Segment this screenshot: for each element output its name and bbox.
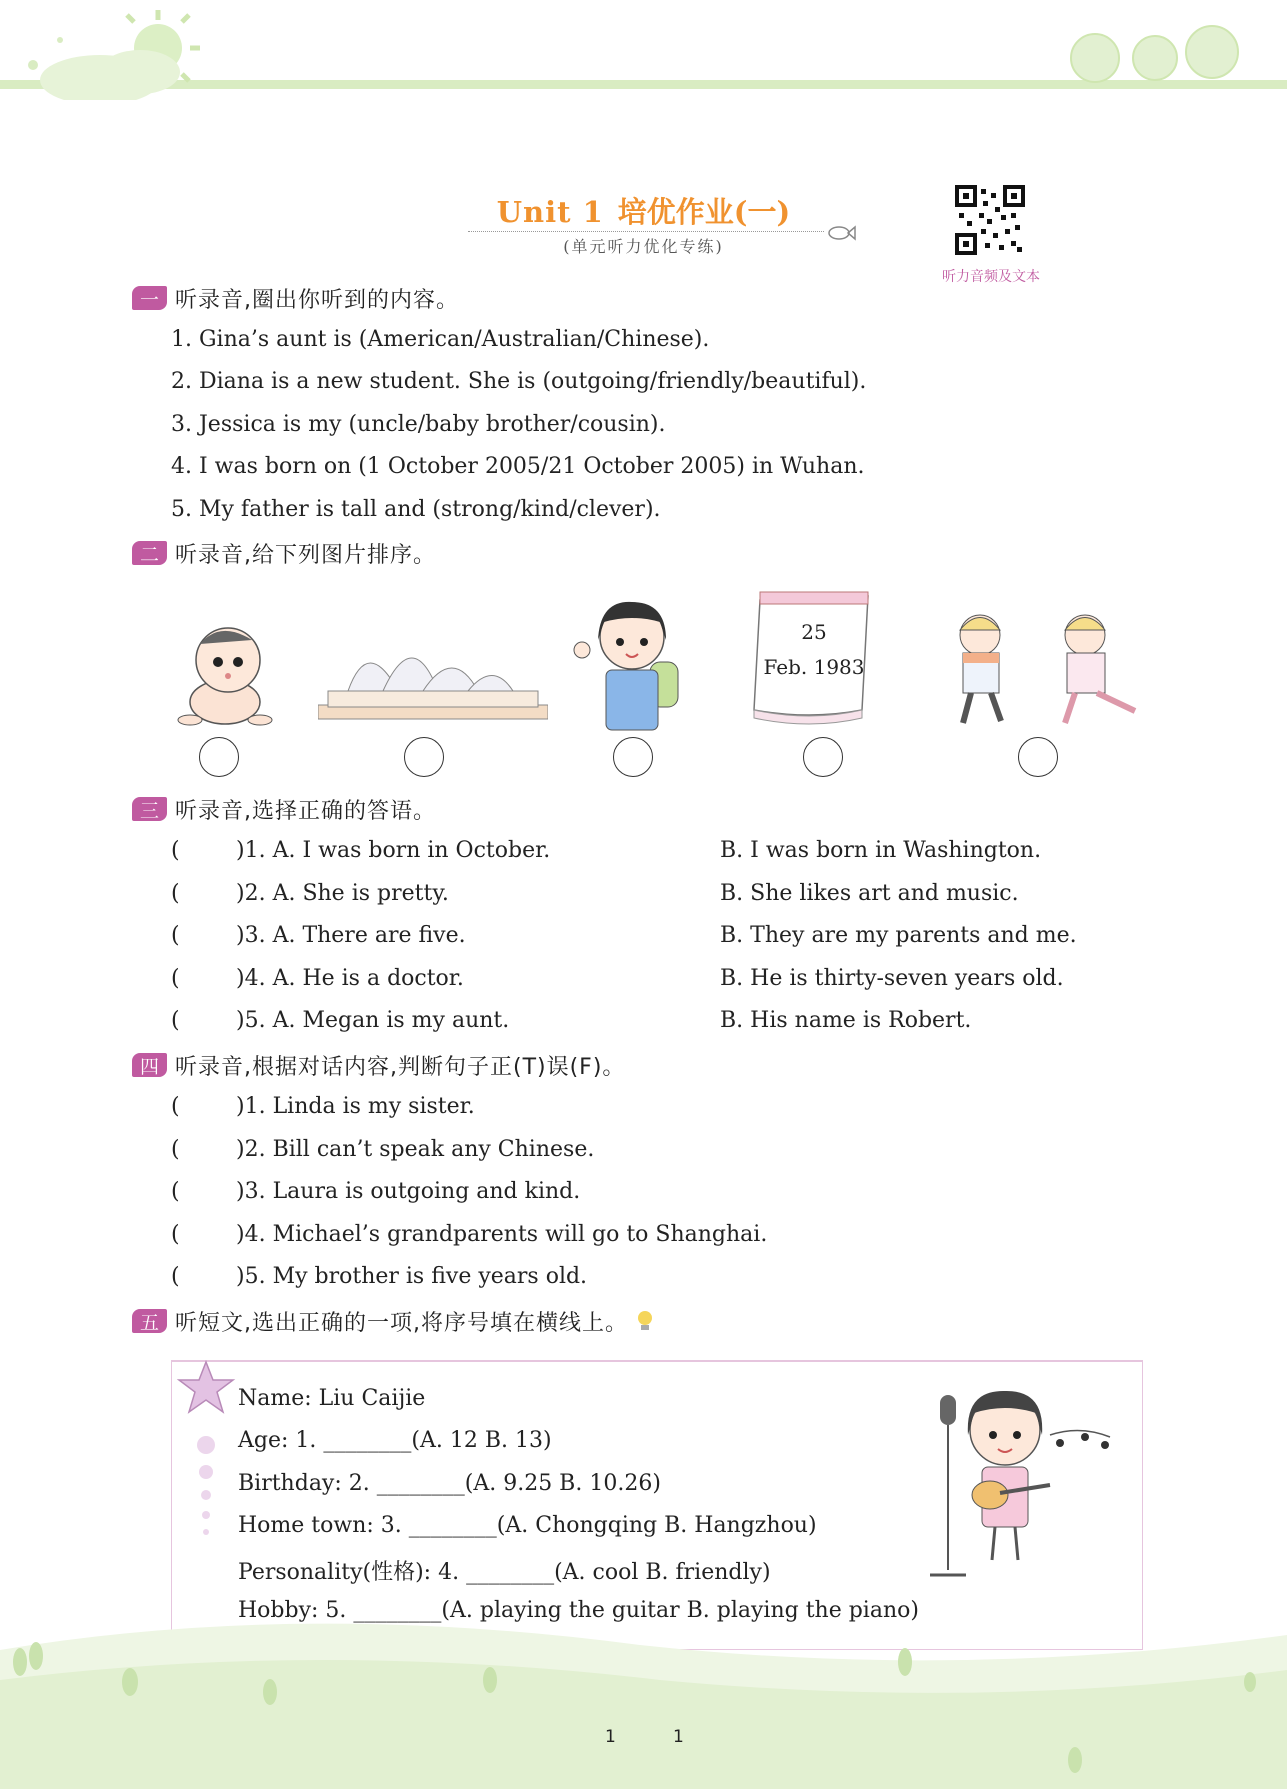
s1-item-2: 2. Diana is a new student. She is (outgoing/friendly/beautiful). <box>171 369 867 394</box>
section3-title: 听录音,选择正确的答语。 <box>175 798 436 824</box>
qr-code-icon[interactable] <box>955 185 1025 255</box>
top-decoration <box>0 0 1287 100</box>
qr-label: 听力音频及文本 <box>942 269 1040 285</box>
option-a: )3. A. There are five. <box>236 923 466 948</box>
page-title <box>0 190 1287 231</box>
page-number-right: 1 <box>673 1727 684 1747</box>
section2-badge: 二 <box>132 541 167 565</box>
section3-badge: 三 <box>132 797 167 821</box>
bubbles-decoration <box>195 1435 217 1555</box>
section5-badge: 五 <box>132 1309 167 1333</box>
order-circle-1[interactable] <box>199 737 239 777</box>
answer-blank[interactable]: ( <box>171 1264 180 1289</box>
option-b: B. She likes art and music. <box>720 881 1019 906</box>
order-circle-5[interactable] <box>1018 737 1058 777</box>
option-a: )2. A. She is pretty. <box>236 881 449 906</box>
section1-header <box>132 285 459 311</box>
answer-blank[interactable]: ( <box>171 1222 180 1247</box>
section5-header <box>132 1308 656 1334</box>
statement: )2. Bill can’t speak any Chinese. <box>236 1137 595 1162</box>
profile-birthday: Birthday: 2. ________(A. 9.25 B. 10.26) <box>238 1471 661 1496</box>
answer-blank[interactable]: ( <box>171 1008 180 1033</box>
star-icon <box>176 1360 236 1415</box>
option-b: B. They are my parents and me. <box>720 923 1077 948</box>
section5-title: 听短文,选出正确的一项,将序号填在横线上。 <box>175 1310 628 1336</box>
s1-item-3: 3. Jessica is my (uncle/baby brother/cousin). <box>171 412 666 437</box>
calendar-day: 25 <box>801 620 827 644</box>
section4-title: 听录音,根据对话内容,判断句子正(T)误(F)。 <box>175 1054 626 1080</box>
option-a: )4. A. He is a doctor. <box>236 966 464 991</box>
opera-house-picture <box>318 625 548 725</box>
lightbulb-icon <box>634 1309 656 1333</box>
section3-header <box>132 796 436 822</box>
option-b: B. He is thirty-seven years old. <box>720 966 1064 991</box>
s1-item-5: 5. My father is tall and (strong/kind/clever). <box>171 497 661 522</box>
answer-blank[interactable]: ( <box>171 1137 180 1162</box>
section2-title: 听录音,给下列图片排序。 <box>175 542 436 568</box>
calendar-date: Feb. 1983 <box>763 655 865 679</box>
title-underline <box>468 231 824 232</box>
s1-item-4: 4. I was born on (1 October 2005/21 October 2005) in Wuhan. <box>171 454 865 479</box>
subtitle: (单元听力优化专练) <box>563 237 724 256</box>
option-b: B. I was born in Washington. <box>720 838 1042 863</box>
section1-title: 听录音,圈出你听到的内容。 <box>175 287 459 313</box>
bottom-decoration <box>0 1610 1287 1789</box>
unit-label: Unit 1 <box>496 195 604 229</box>
answer-blank[interactable]: ( <box>171 1094 180 1119</box>
option-a: )5. A. Megan is my aunt. <box>236 1008 510 1033</box>
profile-age: Age: 1. ________(A. 12 B. 13) <box>238 1428 552 1453</box>
section1-badge: 一 <box>132 286 167 310</box>
section4-badge: 四 <box>132 1053 167 1077</box>
answer-blank[interactable]: ( <box>171 1179 180 1204</box>
profile-hometown: Home town: 3. ________(A. Chongqing B. Hangzhou) <box>238 1513 817 1538</box>
page-number-left: 1 <box>605 1727 616 1747</box>
girl-picture <box>568 592 698 732</box>
order-circle-4[interactable] <box>803 737 843 777</box>
title-cn: 培优作业(一) <box>617 195 791 229</box>
answer-blank[interactable]: ( <box>171 966 180 991</box>
answer-blank[interactable]: ( <box>171 923 180 948</box>
statement: )1. Linda is my sister. <box>236 1094 475 1119</box>
skating-kids-picture <box>915 605 1150 730</box>
s1-item-1: 1. Gina’s aunt is (American/Australian/Chinese). <box>171 327 710 352</box>
answer-blank[interactable]: ( <box>171 838 180 863</box>
option-a: )1. A. I was born in October. <box>236 838 551 863</box>
profile-name: Name: Liu Caijie <box>238 1386 426 1411</box>
profile-hobby: Hobby: 5. ________(A. playing the guitar B. playing the piano) <box>238 1598 919 1623</box>
option-b: B. His name is Robert. <box>720 1008 972 1033</box>
animal-faces-icon <box>1071 26 1238 82</box>
answer-blank[interactable]: ( <box>171 881 180 906</box>
section4-header <box>132 1052 625 1078</box>
baby-picture <box>170 610 280 730</box>
statement: )3. Laura is outgoing and kind. <box>236 1179 581 1204</box>
order-circle-3[interactable] <box>613 737 653 777</box>
statement: )5. My brother is five years old. <box>236 1264 588 1289</box>
statement: )4. Michael’s grandparents will go to Shanghai. <box>236 1222 768 1247</box>
order-circle-2[interactable] <box>404 737 444 777</box>
profile-personality: Personality(性格): 4. ________(A. cool B. friendly) <box>238 1560 771 1585</box>
girl-guitar-picture <box>920 1375 1120 1585</box>
section2-header <box>132 540 436 566</box>
